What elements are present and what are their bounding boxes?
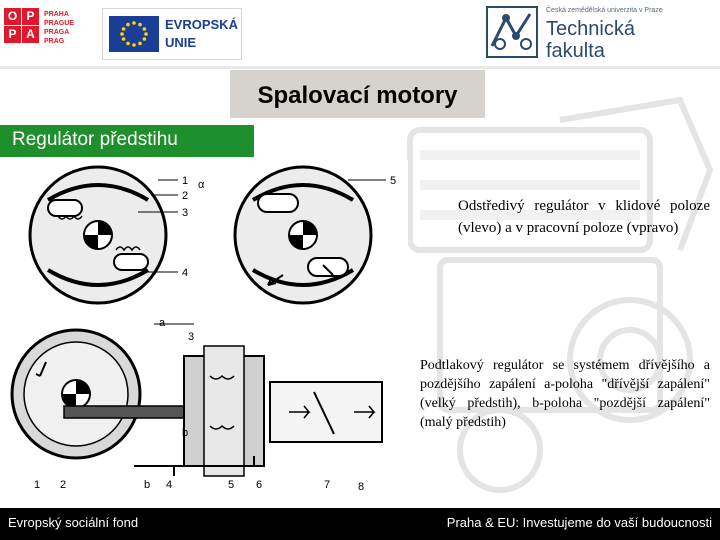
diagram-label: b [144, 479, 151, 491]
centrifugal-regulator-diagram [8, 160, 408, 310]
engine-background-illustration [380, 90, 720, 510]
section-heading: Regulátor předstihu [12, 129, 178, 150]
header-bar [0, 0, 720, 66]
eu-logo [102, 8, 242, 60]
centrifugal-regulator-working-drawing [235, 167, 386, 303]
diagram-label: 6 [256, 479, 263, 491]
diagram-label: 4 [182, 267, 189, 279]
section-heading-box [0, 125, 254, 157]
vacuum-regulator-description: Podtlakový regulátor se systémem dřívějšího a pozdějšího zapálení a-poloha "dřívější zapálení" (velký předstih), b-poloha "pozdější zapálení" (malý předstih) [420, 358, 710, 430]
diagram-label: 3 [182, 207, 189, 219]
diagram-label: 2 [60, 479, 67, 491]
diagram-label: b [182, 427, 189, 439]
page-title-box [230, 70, 485, 118]
footer-left-text: Evropský sociální fond [8, 515, 139, 530]
diagram-label: 5 [228, 479, 235, 491]
diagram-label: 7 [324, 479, 331, 491]
vacuum-regulator-diagram [4, 316, 386, 504]
vacuum-regulator-drawing [12, 324, 382, 476]
oppa-letter: A [22, 26, 39, 43]
diagram-label: α [198, 179, 205, 191]
eu-flag-icon [109, 16, 159, 52]
centrifugal-regulator-rest-drawing [30, 167, 178, 303]
diagram-label: a [159, 317, 166, 329]
oppa-text: PRAHA PRAGUE PRAGA PRAG [44, 11, 74, 45]
page-title: Spalovací motory [257, 82, 458, 109]
oppa-letter: O [4, 8, 21, 25]
diagram-label: 8 [358, 481, 365, 493]
footer-right-text: Praha & EU: Investujeme do vaší budoucnosti [446, 515, 712, 530]
oppa-letter: P [22, 8, 39, 25]
oppa-letter: P [4, 26, 21, 43]
faculty-name: Technická fakulta [546, 18, 635, 62]
diagram-label: 2 [182, 190, 189, 202]
faculty-logo [484, 4, 714, 62]
diagram-label: 1 [182, 175, 189, 187]
centrifugal-regulator-description: Odstředivý regulátor v klidové poloze (vlevo) a v pracovní poloze (vpravo) [458, 198, 710, 236]
diagram-label: 4 [166, 479, 173, 491]
diagram-label: 3 [188, 331, 195, 343]
footer-bar [0, 508, 720, 540]
eu-logo-text: EVROPSKÁ UNIE [165, 17, 238, 50]
faculty-emblem-icon [486, 6, 538, 58]
header-divider [0, 66, 720, 69]
university-name: Česká zemědělská univerzita v Praze [546, 7, 663, 14]
diagram-label: 1 [34, 479, 41, 491]
oppa-logo [4, 8, 92, 52]
diagram-label: 5 [390, 175, 397, 187]
